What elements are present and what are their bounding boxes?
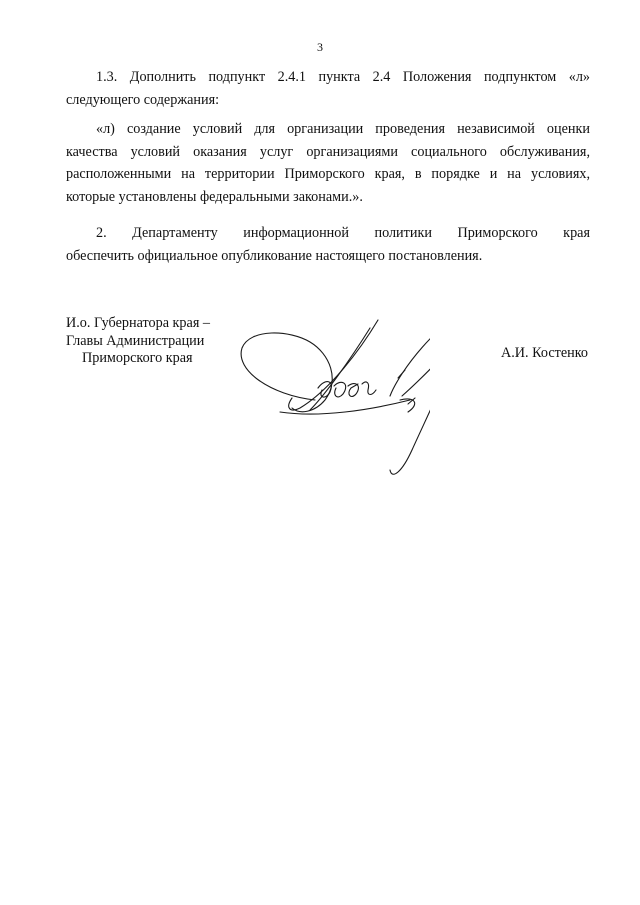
signatory-title-block <box>66 315 210 368</box>
paragraph-1-3-line-2: следующего содержания: <box>66 91 220 108</box>
quote-line-1: «л) создание условий для организации проведения независимой оценки <box>96 121 590 137</box>
paragraph-1-3-line-1: 1.3. Дополнить подпункт 2.4.1 пункта 2.4 Положения подпунктом «л» <box>96 69 590 85</box>
quote-line-4: которые установлены федеральными законами.». <box>66 188 363 205</box>
quote-line-3: расположенными на территории Приморского края, в порядке и на условиях, <box>66 166 590 182</box>
signatory-name: А.И. Костенко <box>501 345 588 361</box>
paragraph-2 <box>66 222 590 267</box>
page-number: 3 <box>317 40 323 54</box>
signatory-title-line-3: Приморского края <box>82 350 193 366</box>
paragraph-2-line-2: обеспечить официальное опубликование настоящего постановления. <box>66 247 483 264</box>
handwritten-signature <box>230 300 430 490</box>
signatory-title-line-2: Главы Администрации <box>66 332 205 349</box>
paragraph-1-3 <box>66 66 590 111</box>
paragraph-2-line-1: 2. Департаменту информационной политики Приморского края <box>96 225 590 241</box>
quote-line-2: качества условий оказания услуг организациями социального обслуживания, <box>66 143 590 160</box>
quoted-subparagraph <box>66 118 590 208</box>
signatory-title-line-1: И.о. Губернатора края – <box>66 315 210 331</box>
